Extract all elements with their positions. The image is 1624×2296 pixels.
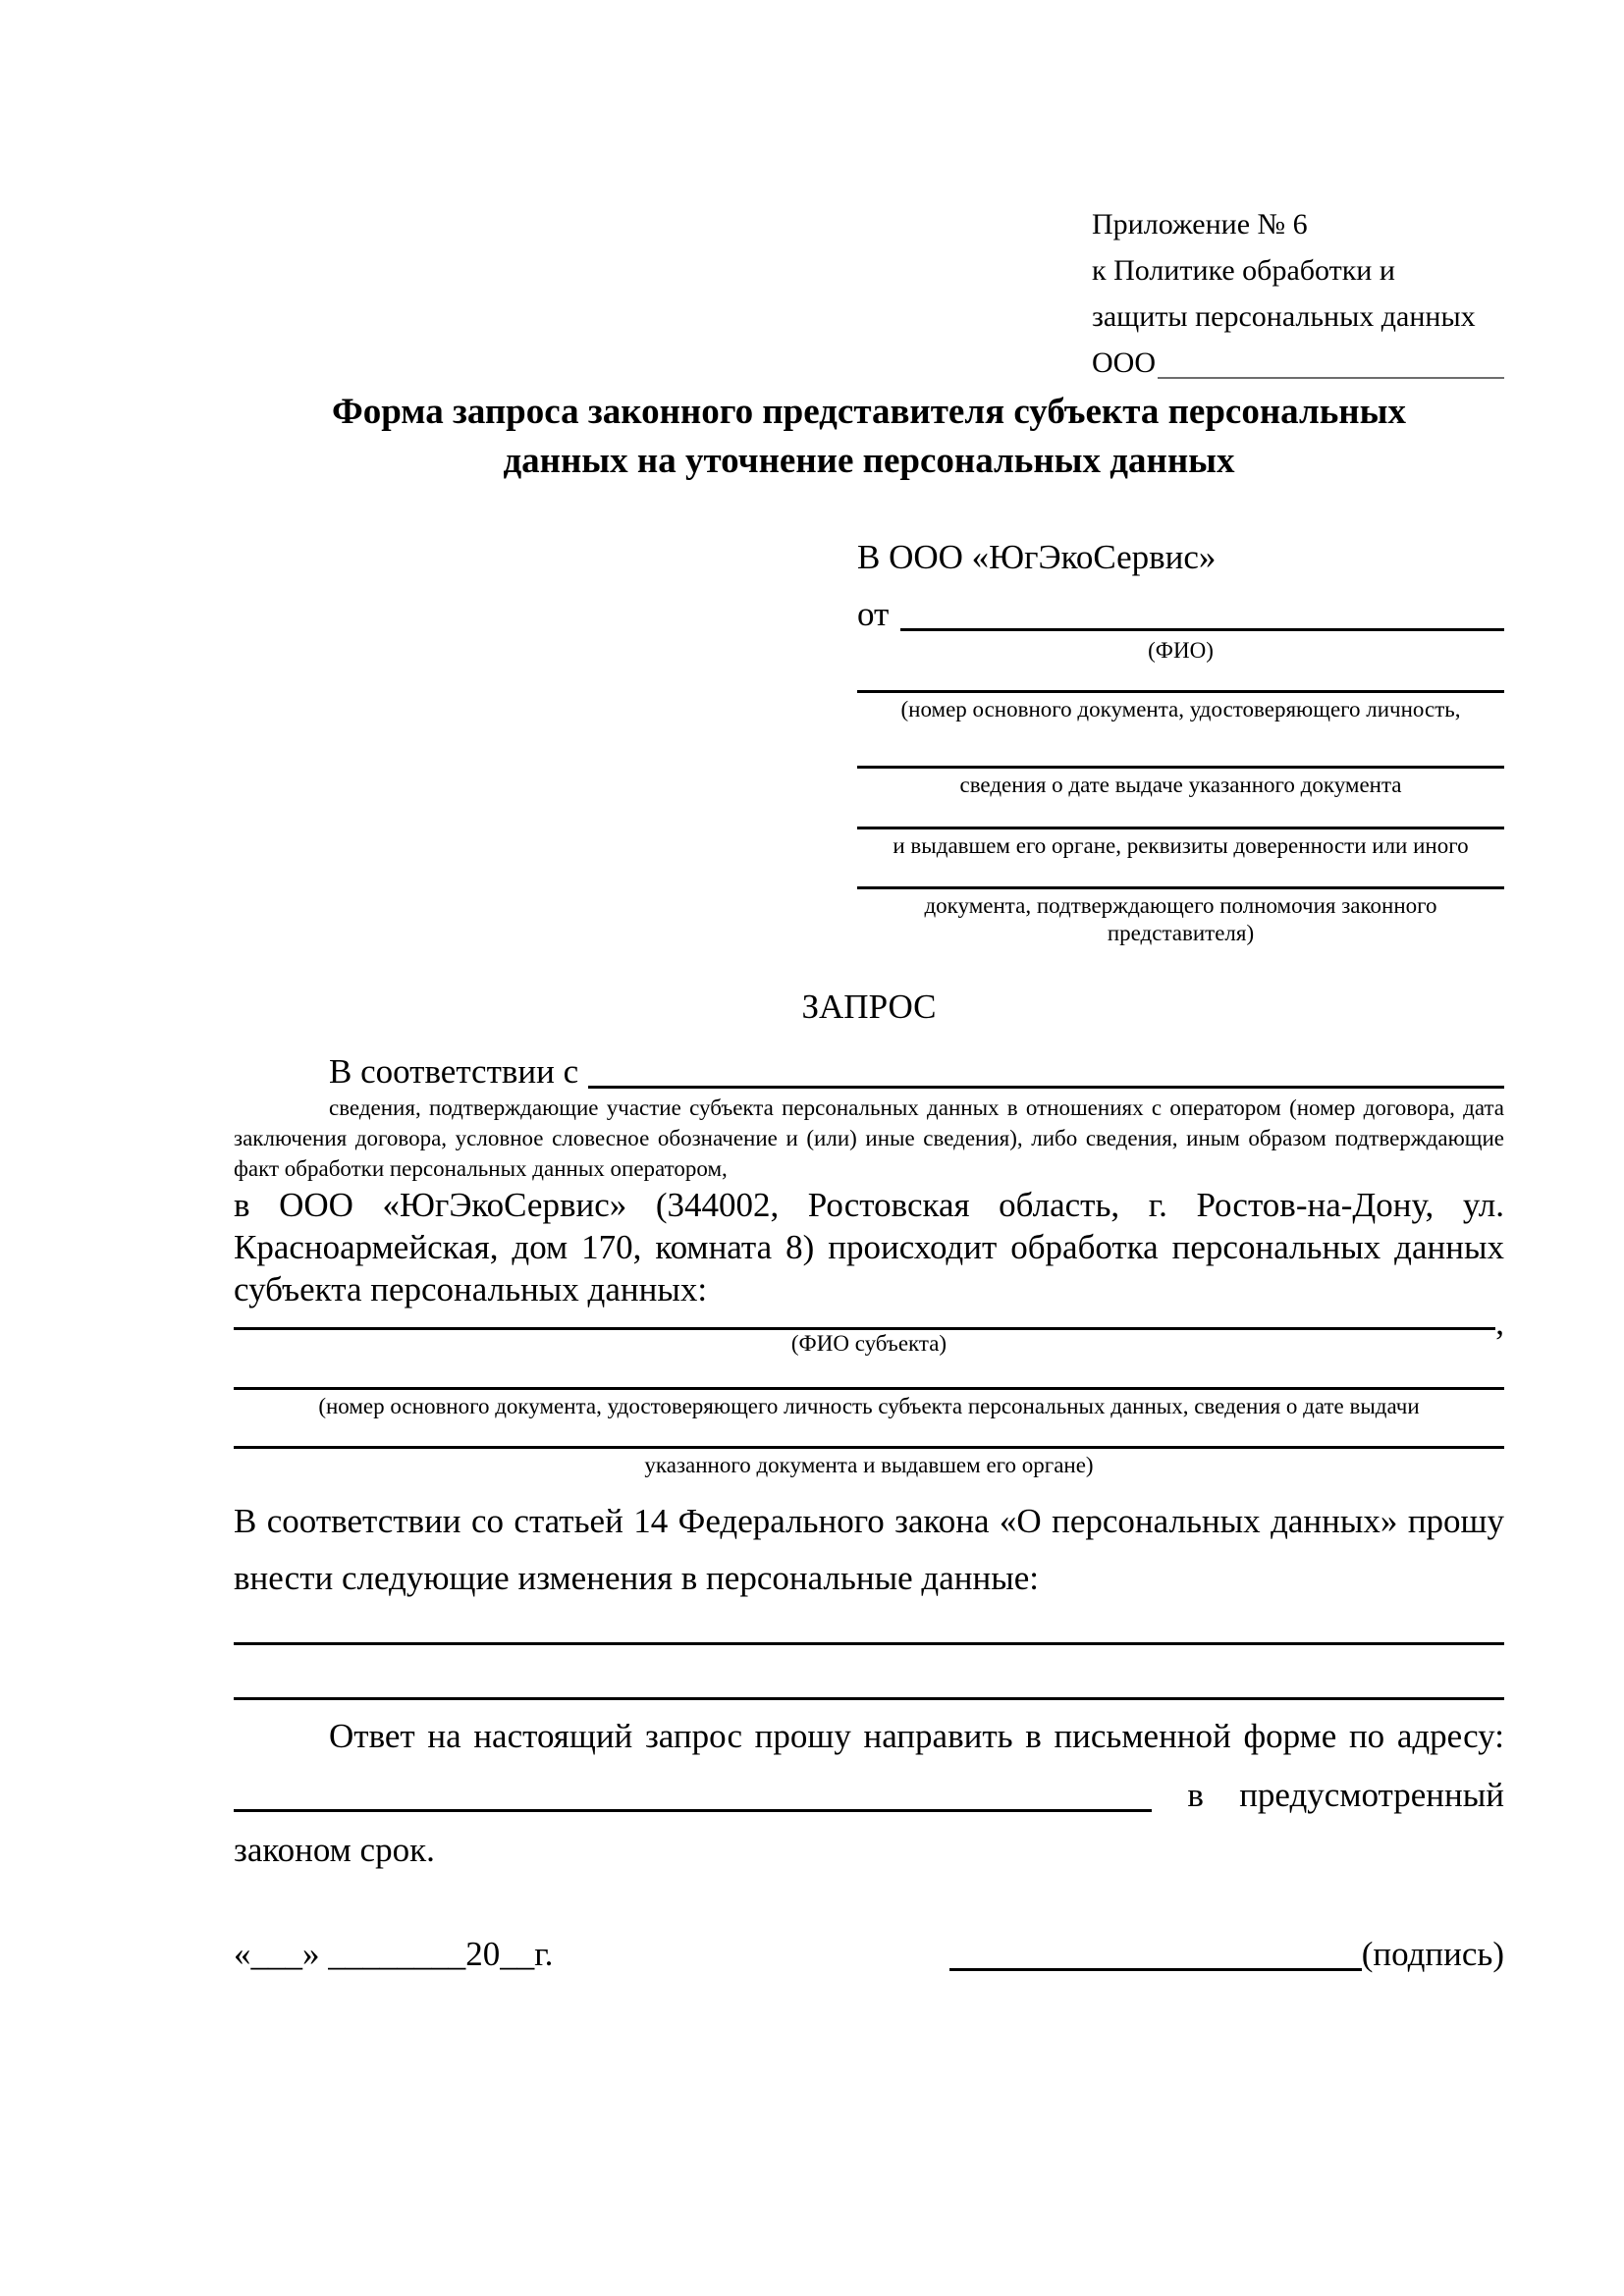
representative-doc-blank-line-3[interactable]	[857, 827, 1504, 860]
doc-caption-4: документа, подтверждающего полномочия законного представителя)	[924, 893, 1437, 945]
subject-doc-caption-2: указанного документа и выдавшем его органе)	[644, 1453, 1094, 1477]
reply-sentence-word: в	[1025, 1717, 1042, 1755]
footer-row	[234, 1934, 1504, 1975]
subject-fio-caption: (ФИО субъекта)	[790, 1331, 947, 1356]
reply-sentence	[234, 1716, 1504, 1757]
page-title	[234, 388, 1504, 486]
reply-sentence-word: форме	[1243, 1717, 1337, 1755]
reply-sentence-word: Ответ	[329, 1717, 415, 1755]
law-paragraph: В соответствии со статьей 14 Федерального закона «О персональных данных» прошу внести следующие изменения в персональные данные:	[234, 1502, 1504, 1597]
doc-caption-1: (номер основного документа, удостоверяющего личность,	[900, 697, 1461, 721]
basis-blank-line[interactable]	[588, 1086, 1504, 1089]
reply-sentence-word: на	[427, 1717, 461, 1755]
addressee-company: В ООО «ЮгЭкоСервис»	[857, 538, 1217, 576]
date-blank-line[interactable]: «___» ________20__г.	[234, 1935, 554, 1973]
intro-row	[234, 1051, 1504, 1093]
annex-header	[1092, 201, 1504, 386]
reply-sentence-word: прошу	[754, 1717, 851, 1755]
from-label: от	[857, 595, 890, 633]
reply-sentence-end: законом срок.	[234, 1831, 435, 1869]
fio-caption: (ФИО)	[1148, 638, 1214, 663]
representative-doc-blank-line-1[interactable]	[857, 690, 1504, 723]
doc-caption-3: и выдавшем его органе, реквизиты доверенности или иного	[893, 833, 1469, 858]
ooo-name-blank-line[interactable]	[1158, 377, 1504, 379]
annex-ooo-row	[1092, 340, 1504, 386]
subject-doc-blank-line-1[interactable]	[234, 1387, 1504, 1420]
reply-address-row	[234, 1775, 1504, 1816]
signature-blank-line[interactable]	[949, 1968, 1362, 1971]
page-title-line-2: данных на уточнение персональных данных	[503, 441, 1235, 481]
ooo-label: ООО	[1092, 347, 1156, 379]
reply-word-v: в	[1187, 1776, 1204, 1814]
reply-sentence-word: письменной	[1054, 1717, 1231, 1755]
addressee-block	[857, 537, 1504, 947]
signature-caption: (подпись)	[1361, 1935, 1504, 1973]
signature-area	[949, 1934, 1504, 1975]
subject-doc-caption-1: (номер основного документа, удостоверяющего личность субъекта персональных данных, сведения о дате выдачи	[318, 1394, 1420, 1418]
intro-label: В соответствии с	[329, 1052, 579, 1091]
changes-blank-line-2[interactable]	[234, 1697, 1504, 1700]
representative-doc-blank-line-4[interactable]	[857, 886, 1504, 947]
operator-paragraph: в ООО «ЮгЭкоСервис» (344002, Ростовская область, г. Ростов-на-Дону, ул. Красноармейская, дом 170, комната 8) происходит обработка персональных данных субъекта персональных данных:	[234, 1186, 1504, 1308]
annex-line-2: к Политике обработки и	[1092, 254, 1395, 287]
subject-fio-row	[234, 1304, 1504, 1342]
annex-line-3: защиты персональных данных	[1092, 300, 1476, 333]
subject-fio-comma: ,	[1495, 1304, 1504, 1342]
intro-caption: сведения, подтверждающие участие субъекта персональных данных в отношениях с оператором (номер договора, дата заключения договора, условное словесное обозначение и (или) иные сведения), либо сведения, иным образом подтверждающие факт обработки персональных данных оператором,	[234, 1095, 1504, 1181]
reply-sentence-word: настоящий	[473, 1717, 633, 1755]
representative-fio-blank-line[interactable]	[900, 628, 1504, 631]
from-row	[857, 594, 1504, 635]
doc-caption-2: сведения о дате выдаче указанного документа	[959, 773, 1402, 797]
annex-line-1: Приложение № 6	[1092, 208, 1308, 240]
page-title-line-1: Форма запроса законного представителя субъекта персональных	[331, 392, 1406, 432]
reply-address-blank-line[interactable]	[234, 1809, 1152, 1812]
representative-doc-blank-line-2[interactable]	[857, 766, 1504, 799]
reply-sentence-word: по	[1348, 1717, 1385, 1755]
reply-sentence-word: направить	[863, 1717, 1013, 1755]
reply-word-predusmotrennyj: предусмотренный	[1239, 1776, 1504, 1814]
changes-blank-line-1[interactable]	[234, 1642, 1504, 1645]
reply-sentence-word: запрос	[644, 1717, 742, 1755]
subject-doc-blank-line-2[interactable]	[234, 1446, 1504, 1479]
request-heading: ЗАПРОС	[801, 988, 937, 1026]
reply-sentence-word: адресу:	[1396, 1717, 1504, 1755]
